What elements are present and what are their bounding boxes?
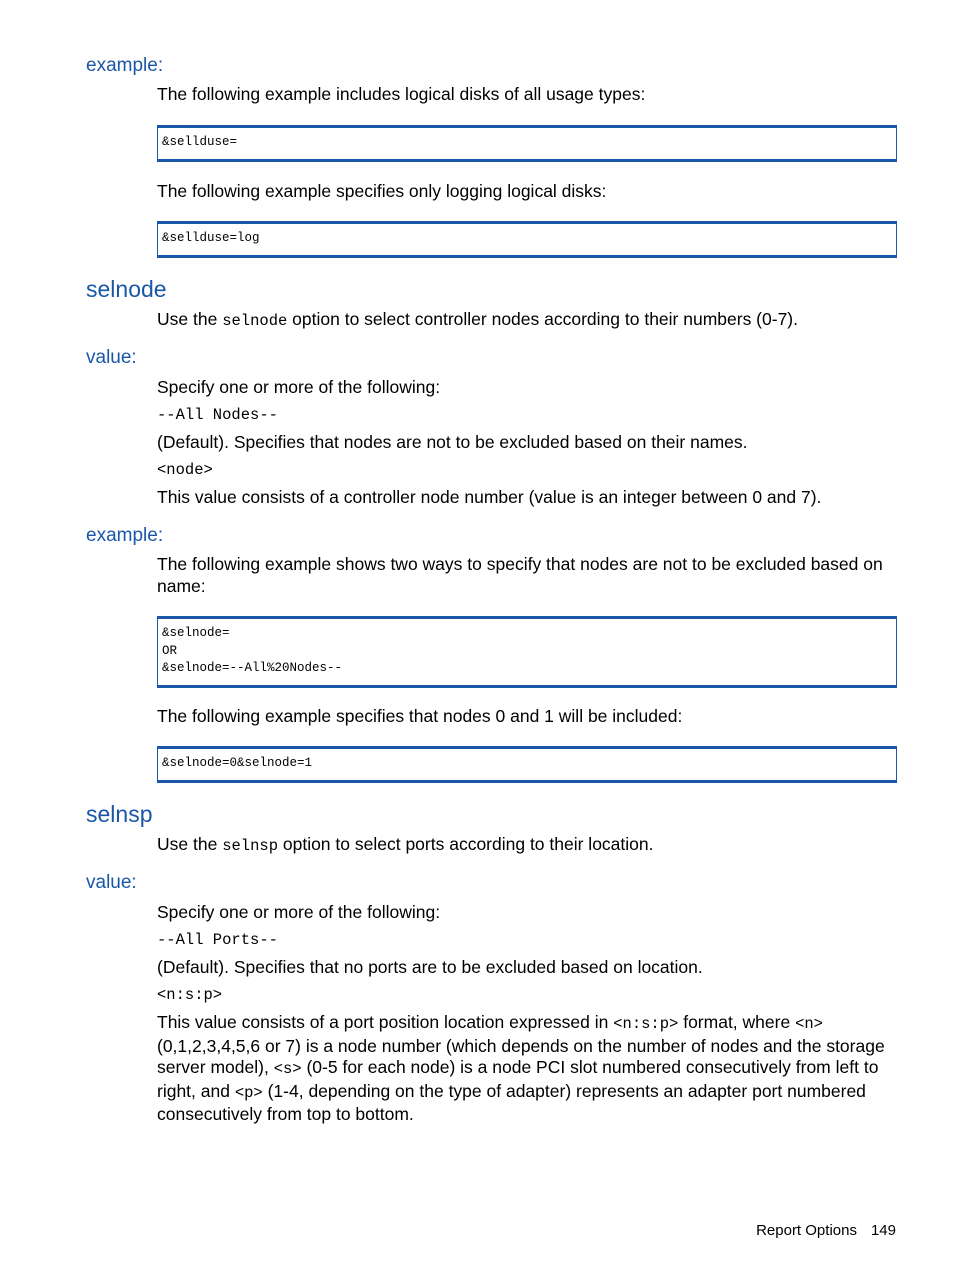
- option-all-ports: --All Ports--: [157, 931, 278, 949]
- option-node: <node>: [157, 461, 213, 479]
- option-all-ports-desc: (Default). Specifies that no ports are to be excluded based on location.: [157, 957, 703, 977]
- code-line: OR: [162, 643, 178, 658]
- example-intro-2: The following example specifies that nodes 0 and 1 will be included:: [157, 706, 683, 726]
- code-block: [157, 746, 897, 783]
- example-heading: example:: [86, 525, 164, 546]
- example-heading: example:: [86, 55, 164, 76]
- value-heading: value:: [86, 347, 137, 368]
- example-intro-2: The following example specifies only logging logical disks:: [157, 181, 607, 201]
- option-nsp-desc: This value consists of a port position location expressed in <n:s:p> format, where <n> (0,1,2,3,4,5,6 or 7) is a node number (which depends on the number of nodes and the storage server model), <s> (0-5 for each node) is a node PCI slot numbered consecutively from left to right, and <p> (1-4, depending on the type of adapter) represents an adapter port numbered consecutively from top to bottom.: [157, 1012, 885, 1124]
- section-heading-selnsp: selnsp: [86, 801, 153, 827]
- option-node-desc: This value consists of a controller node number (value is an integer between 0 and 7).: [157, 487, 822, 507]
- option-all-nodes: --All Nodes--: [157, 406, 278, 424]
- example-intro: The following example includes logical disks of all usage types:: [157, 84, 646, 104]
- code-line: &sellduse=: [162, 135, 238, 149]
- section-heading-selnode: selnode: [86, 276, 167, 302]
- code-block: [157, 221, 897, 258]
- code-line: &selnode=: [162, 626, 230, 640]
- code-block: [157, 616, 897, 688]
- selnsp-description: Use the selnsp option to select ports according to their location.: [157, 834, 654, 855]
- value-intro: Specify one or more of the following:: [157, 377, 441, 397]
- option-all-nodes-desc: (Default). Specifies that nodes are not to be excluded based on their names.: [157, 432, 748, 452]
- code-line: &selnode=--All%20Nodes--: [162, 661, 343, 675]
- value-heading: value:: [86, 872, 137, 893]
- option-nsp: <n:s:p>: [157, 986, 223, 1004]
- selnode-description: Use the selnode option to select controller nodes according to their numbers (0-7).: [157, 309, 798, 330]
- code-line: &sellduse=log: [162, 231, 260, 245]
- value-intro: Specify one or more of the following:: [157, 902, 441, 922]
- code-block: [157, 125, 897, 162]
- footer-section-title: Report Options: [756, 1222, 857, 1239]
- example-intro: The following example shows two ways to specify that nodes are not to be excluded based on name:: [157, 554, 883, 596]
- page-number: 149: [870, 1222, 896, 1239]
- page-footer: [756, 1222, 896, 1239]
- code-line: &selnode=0&selnode=1: [162, 756, 313, 770]
